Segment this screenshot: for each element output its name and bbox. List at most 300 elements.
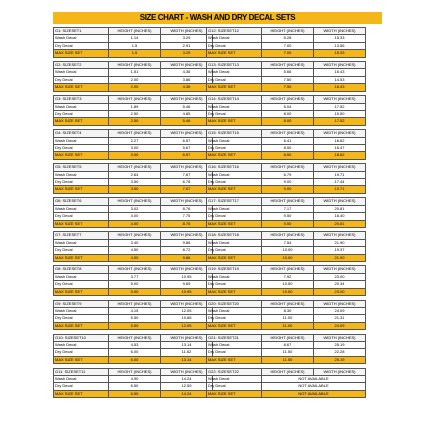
row-label: MAX SIZE SET [54, 322, 109, 329]
height-value: 10.00 [262, 254, 314, 261]
max-size-row [54, 254, 213, 261]
height-value: 3.77 [109, 273, 161, 280]
height-value: 2.50 [109, 110, 161, 117]
table-header-row [207, 198, 366, 205]
height-header: HEIGHT (INCHES) [262, 164, 314, 171]
row-label: MAX SIZE SET [54, 152, 109, 159]
height-value: 8.50 [262, 145, 314, 152]
table-header-row [207, 28, 366, 35]
height-value: 1.89 [109, 103, 161, 110]
height-value: 9.00 [262, 186, 314, 193]
height-value: 11.00 [262, 315, 314, 322]
height-header: HEIGHT (INCHES) [109, 62, 161, 69]
max-size-row [207, 152, 366, 159]
height-value: 10.50 [262, 288, 314, 295]
max-size-row [207, 288, 366, 295]
height-value: 6.50 [109, 390, 161, 397]
height-value: 7.92 [262, 273, 314, 280]
width-value: 21.90 [314, 254, 366, 261]
size-set-table [53, 231, 213, 262]
table-header-row [54, 62, 213, 69]
left-column [53, 27, 207, 402]
height-header: HEIGHT (INCHES) [109, 130, 161, 137]
width-value: 12.05 [161, 307, 213, 314]
dry-decal-row [207, 42, 366, 49]
height-value: 6.00 [109, 349, 161, 356]
table-header-row [54, 198, 213, 205]
row-label: Wash Decal [54, 69, 109, 76]
width-header: WIDTH (INCHES) [161, 266, 213, 273]
size-set-name: G8: SIZESET8 [54, 266, 109, 273]
width-value: 17.44 [314, 179, 366, 186]
width-header: WIDTH (INCHES) [161, 198, 213, 205]
chart-title: SIZE CHART - WASH AND DRY DECAL SETS [53, 12, 382, 24]
row-label: Wash Decal [54, 376, 109, 383]
height-value: 4.00 [109, 220, 161, 227]
width-header: WIDTH (INCHES) [314, 96, 366, 103]
width-value: 10.95 [161, 273, 213, 280]
row-label: Dry Decal [54, 315, 109, 322]
wash-decal-row [54, 171, 213, 178]
width-header: WIDTH (INCHES) [161, 62, 213, 69]
wash-decal-row [54, 103, 213, 110]
row-label: Dry Decal [207, 76, 262, 83]
width-value: 9.69 [161, 281, 213, 288]
height-header: HEIGHT (INCHES) [262, 232, 314, 239]
width-header: WIDTH (INCHES) [161, 232, 213, 239]
width-header: WIDTH (INCHES) [314, 164, 366, 171]
size-set-table [206, 300, 366, 331]
width-header: WIDTH (INCHES) [314, 28, 366, 35]
height-value: 4.53 [109, 341, 161, 348]
max-size-row [207, 356, 366, 363]
height-value: 1.14 [109, 35, 161, 42]
width-header: WIDTH (INCHES) [161, 96, 213, 103]
row-label: Wash Decal [207, 307, 262, 314]
width-value: 23.00 [314, 273, 366, 280]
height-value: 3.50 [109, 179, 161, 186]
max-size-row [54, 288, 213, 295]
height-value: 7.54 [262, 239, 314, 246]
height-value: 2.64 [109, 171, 161, 178]
height-value: 11.50 [262, 349, 314, 356]
row-label: MAX SIZE SET [207, 390, 262, 397]
row-label: Wash Decal [207, 239, 262, 246]
size-set-table [206, 197, 366, 228]
width-value: 12.59 [161, 383, 213, 390]
max-size-row [54, 50, 213, 57]
row-label: MAX SIZE SET [207, 84, 262, 91]
height-value: 5.66 [262, 69, 314, 76]
row-label: Dry Decal [207, 110, 262, 117]
width-value: 18.62 [314, 152, 366, 159]
width-value: 8.76 [161, 205, 213, 212]
size-set-table [206, 61, 366, 92]
height-value: 1.5 [109, 50, 161, 57]
row-label: MAX SIZE SET [207, 50, 262, 57]
wash-decal-row [207, 103, 366, 110]
row-label: MAX SIZE SET [54, 390, 109, 397]
wash-decal-row [54, 69, 213, 76]
height-value: 4.15 [109, 307, 161, 314]
dry-decal-row [207, 349, 366, 356]
height-header: HEIGHT (INCHES) [262, 334, 314, 341]
dry-decal-row [54, 145, 213, 152]
dry-decal-row [207, 213, 366, 220]
wash-decal-row [54, 307, 213, 314]
height-header: HEIGHT (INCHES) [262, 266, 314, 273]
width-value: 21.31 [314, 315, 366, 322]
size-set-table [53, 368, 213, 399]
height-value: 7.50 [262, 84, 314, 91]
row-label: Wash Decal [207, 103, 262, 110]
width-value: 3.29 [161, 50, 213, 57]
size-set-table [53, 61, 213, 92]
table-header-row [207, 232, 366, 239]
row-label: MAX SIZE SET [207, 322, 262, 329]
row-label: Dry Decal [207, 247, 262, 254]
width-value: 7.75 [161, 213, 213, 220]
wash-decal-row [54, 376, 213, 383]
width-value: 8.76 [161, 220, 213, 227]
height-value: 8.30 [262, 307, 314, 314]
width-value: 5.67 [161, 145, 213, 152]
table-header-row [207, 96, 366, 103]
row-label: Wash Decal [207, 205, 262, 212]
height-value: 4.00 [109, 213, 161, 220]
width-header: WIDTH (INCHES) [314, 334, 366, 341]
width-value: 5.46 [161, 118, 213, 125]
width-header: WIDTH (INCHES) [161, 334, 213, 341]
max-size-row [54, 220, 213, 227]
width-value: 10.95 [161, 288, 213, 295]
height-value: 2.00 [109, 76, 161, 83]
wash-decal-row [54, 35, 213, 42]
height-value: 1.51 [109, 69, 161, 76]
width-value: 16.47 [314, 145, 366, 152]
row-label: Wash Decal [54, 341, 109, 348]
height-value: 10.00 [262, 247, 314, 254]
width-value: 13.56 [314, 42, 366, 49]
height-value: 3.50 [109, 186, 161, 193]
wash-decal-row [54, 341, 213, 348]
size-set-name: G13: SIZESET13 [207, 62, 262, 69]
table-header-row [207, 266, 366, 273]
width-value: 4.85 [161, 110, 213, 117]
height-value: 2.00 [109, 84, 161, 91]
width-header: WIDTH (INCHES) [161, 300, 213, 307]
height-value: 8.00 [262, 110, 314, 117]
dry-decal-row [54, 179, 213, 186]
width-value: 20.34 [314, 281, 366, 288]
wash-decal-row [207, 69, 366, 76]
wash-decal-row [207, 171, 366, 178]
row-label: Dry Decal [54, 349, 109, 356]
row-label: Dry Decal [207, 179, 262, 186]
width-value: 17.52 [314, 103, 366, 110]
table-header-row [54, 28, 213, 35]
height-value: 6.41 [262, 137, 314, 144]
width-header: WIDTH (INCHES) [314, 232, 366, 239]
row-label: Wash Decal [54, 307, 109, 314]
width-value: 24.09 [314, 307, 366, 314]
height-value: 10.50 [262, 281, 314, 288]
wash-decal-row [207, 35, 366, 42]
height-value: 6.50 [109, 383, 161, 390]
dry-decal-row [207, 315, 366, 322]
width-header: WIDTH (INCHES) [314, 130, 366, 137]
table-header-row [207, 300, 366, 307]
row-label: Dry Decal [54, 179, 109, 186]
max-size-row [207, 254, 366, 261]
value-cell: NOT AVAILABLE [262, 376, 366, 383]
size-set-name: G19: SIZESET19 [207, 266, 262, 273]
width-value: 5.46 [161, 103, 213, 110]
height-value: 7.00 [262, 42, 314, 49]
max-size-row [54, 356, 213, 363]
row-label: Wash Decal [207, 69, 262, 76]
height-header: HEIGHT (INCHES) [262, 96, 314, 103]
row-label: Dry Decal [54, 281, 109, 288]
row-label: MAX SIZE SET [54, 356, 109, 363]
row-label: MAX SIZE SET [54, 186, 109, 193]
height-header: HEIGHT (INCHES) [109, 368, 161, 375]
size-set-name: G12: SIZESET12 [207, 28, 262, 35]
row-label: Dry Decal [54, 383, 109, 390]
height-value: 2.27 [109, 137, 161, 144]
width-value: 19.37 [314, 247, 366, 254]
height-value: 2.50 [109, 118, 161, 125]
row-label: MAX SIZE SET [54, 220, 109, 227]
size-set-table [53, 197, 213, 228]
table-header-row [207, 368, 366, 375]
height-value: 7.50 [262, 76, 314, 83]
width-header: WIDTH (INCHES) [161, 28, 213, 35]
row-label: Wash Decal [207, 171, 262, 178]
row-label: Wash Decal [54, 205, 109, 212]
width-value: 15.33 [314, 50, 366, 57]
width-value: 25.19 [314, 341, 366, 348]
dry-decal-row [54, 247, 213, 254]
table-header-row [54, 266, 213, 273]
height-header: HEIGHT (INCHES) [109, 164, 161, 171]
size-set-name: G5: SIZESET5 [54, 164, 109, 171]
width-value: 4.36 [161, 84, 213, 91]
wash-decal-row [54, 239, 213, 246]
row-label: Dry Decal [207, 145, 262, 152]
width-value: 13.14 [161, 341, 213, 348]
width-value: 4.36 [161, 69, 213, 76]
width-value: 17.52 [314, 118, 366, 125]
size-set-name: G9: SIZESET9 [54, 300, 109, 307]
width-value: 18.62 [314, 137, 366, 144]
dry-decal-row [207, 247, 366, 254]
height-header: HEIGHT (INCHES) [262, 368, 314, 375]
height-header: HEIGHT (INCHES) [109, 334, 161, 341]
size-set-name: G18: SIZESET18 [207, 232, 262, 239]
table-header-row [207, 62, 366, 69]
table-header-row [54, 232, 213, 239]
wash-decal-row [207, 273, 366, 280]
size-set-name: G20: SIZESET20 [207, 300, 262, 307]
height-value: 3.02 [109, 205, 161, 212]
size-set-table [206, 95, 366, 126]
height-value: 3.00 [109, 145, 161, 152]
row-label: Dry Decal [54, 76, 109, 83]
size-set-table [206, 27, 366, 58]
width-value: 25.19 [314, 356, 366, 363]
row-label: MAX SIZE SET [207, 220, 262, 227]
width-value: 12.05 [161, 322, 213, 329]
size-set-table [53, 334, 213, 365]
row-label: MAX SIZE SET [207, 254, 262, 261]
height-header: HEIGHT (INCHES) [109, 266, 161, 273]
width-header: WIDTH (INCHES) [314, 62, 366, 69]
row-label: MAX SIZE SET [54, 288, 109, 295]
wash-decal-row [207, 137, 366, 144]
width-value: 14.24 [161, 390, 213, 397]
height-value: 4.50 [109, 247, 161, 254]
width-value: 20.81 [314, 205, 366, 212]
height-value: 6.00 [109, 356, 161, 363]
max-size-row [54, 390, 213, 397]
height-value: 9.50 [262, 220, 314, 227]
row-label: MAX SIZE SET [207, 118, 262, 125]
row-label: Dry Decal [207, 349, 262, 356]
height-value: 3.40 [109, 239, 161, 246]
row-label: Wash Decal [54, 103, 109, 110]
row-label: Wash Decal [207, 341, 262, 348]
height-value: 1.5 [109, 42, 161, 49]
row-label: Dry Decal [54, 213, 109, 220]
height-header: HEIGHT (INCHES) [109, 300, 161, 307]
width-value: 10.66 [161, 315, 213, 322]
size-set-name: G2: SIZESET2 [54, 62, 109, 69]
width-header: WIDTH (INCHES) [161, 130, 213, 137]
width-value: 6.57 [161, 152, 213, 159]
size-set-table [206, 368, 366, 399]
row-label: MAX SIZE SET [54, 254, 109, 261]
row-label: MAX SIZE SET [207, 356, 262, 363]
size-set-name: G16: SIZESET16 [207, 164, 262, 171]
row-label: Dry Decal [54, 247, 109, 254]
size-set-name: G11: SIZESET11 [54, 368, 109, 375]
height-header: HEIGHT (INCHES) [109, 28, 161, 35]
size-set-name: G6: SIZESET6 [54, 198, 109, 205]
row-label: Dry Decal [54, 145, 109, 152]
height-value: 6.04 [262, 103, 314, 110]
height-header: HEIGHT (INCHES) [262, 62, 314, 69]
row-label: MAX SIZE SET [207, 152, 262, 159]
width-value: 19.71 [314, 171, 366, 178]
dry-decal-row [54, 383, 213, 390]
max-size-row [207, 186, 366, 193]
width-value: 2.91 [161, 42, 213, 49]
width-header: WIDTH (INCHES) [314, 368, 366, 375]
value-cell: NOT AVAILABLE [262, 390, 366, 397]
table-header-row [54, 96, 213, 103]
width-value: 7.67 [161, 186, 213, 193]
row-label: Wash Decal [207, 35, 262, 42]
height-header: HEIGHT (INCHES) [262, 130, 314, 137]
size-set-table [53, 163, 213, 194]
width-header: WIDTH (INCHES) [161, 368, 213, 375]
width-value: 13.14 [161, 356, 213, 363]
dry-decal-row [207, 383, 366, 390]
dry-decal-row [207, 76, 366, 83]
row-label: Dry Decal [207, 213, 262, 220]
height-header: HEIGHT (INCHES) [109, 232, 161, 239]
max-size-row [54, 186, 213, 193]
row-label: Wash Decal [54, 239, 109, 246]
width-value: 3.29 [161, 35, 213, 42]
max-size-row [207, 390, 366, 397]
width-value: 3.86 [161, 76, 213, 83]
right-column [206, 27, 360, 402]
row-label: Dry Decal [207, 281, 262, 288]
height-value: 8.67 [262, 341, 314, 348]
width-value: 6.78 [161, 179, 213, 186]
size-set-table [53, 27, 213, 58]
width-value: 16.43 [314, 69, 366, 76]
height-value: 7.17 [262, 205, 314, 212]
dry-decal-row [54, 76, 213, 83]
wash-decal-row [54, 137, 213, 144]
width-value: 16.43 [314, 84, 366, 91]
row-label: MAX SIZE SET [54, 118, 109, 125]
dry-decal-row [207, 110, 366, 117]
height-value: 5.50 [109, 315, 161, 322]
dry-decal-row [54, 315, 213, 322]
dry-decal-row [207, 281, 366, 288]
size-set-table [53, 95, 213, 126]
width-header: WIDTH (INCHES) [314, 198, 366, 205]
height-value: 5.00 [109, 281, 161, 288]
max-size-row [54, 84, 213, 91]
height-value: 3.00 [109, 152, 161, 159]
size-set-table [206, 265, 366, 296]
row-label: MAX SIZE SET [54, 84, 109, 91]
wash-decal-row [207, 376, 366, 383]
width-value: 8.72 [161, 247, 213, 254]
width-header: WIDTH (INCHES) [314, 300, 366, 307]
value-cell: NOT AVAILABLE [262, 383, 366, 390]
height-header: HEIGHT (INCHES) [262, 28, 314, 35]
table-header-row [207, 334, 366, 341]
max-size-row [207, 84, 366, 91]
size-set-name: G17: SIZESET17 [207, 198, 262, 205]
row-label: Wash Decal [54, 35, 109, 42]
max-size-row [54, 152, 213, 159]
width-value: 22.28 [314, 349, 366, 356]
wash-decal-row [207, 205, 366, 212]
size-set-table [53, 300, 213, 331]
dry-decal-row [54, 349, 213, 356]
height-value: 6.79 [262, 171, 314, 178]
size-set-name: G14: SIZESET14 [207, 96, 262, 103]
row-label: Wash Decal [207, 376, 262, 383]
width-value: 11.62 [161, 349, 213, 356]
width-value: 6.57 [161, 137, 213, 144]
size-set-name: G1: SIZESET1 [54, 28, 109, 35]
height-header: HEIGHT (INCHES) [262, 300, 314, 307]
wash-decal-row [207, 341, 366, 348]
row-label: Wash Decal [207, 137, 262, 144]
dry-decal-row [207, 145, 366, 152]
row-label: Wash Decal [54, 171, 109, 178]
size-set-table [206, 334, 366, 365]
width-header: WIDTH (INCHES) [161, 164, 213, 171]
